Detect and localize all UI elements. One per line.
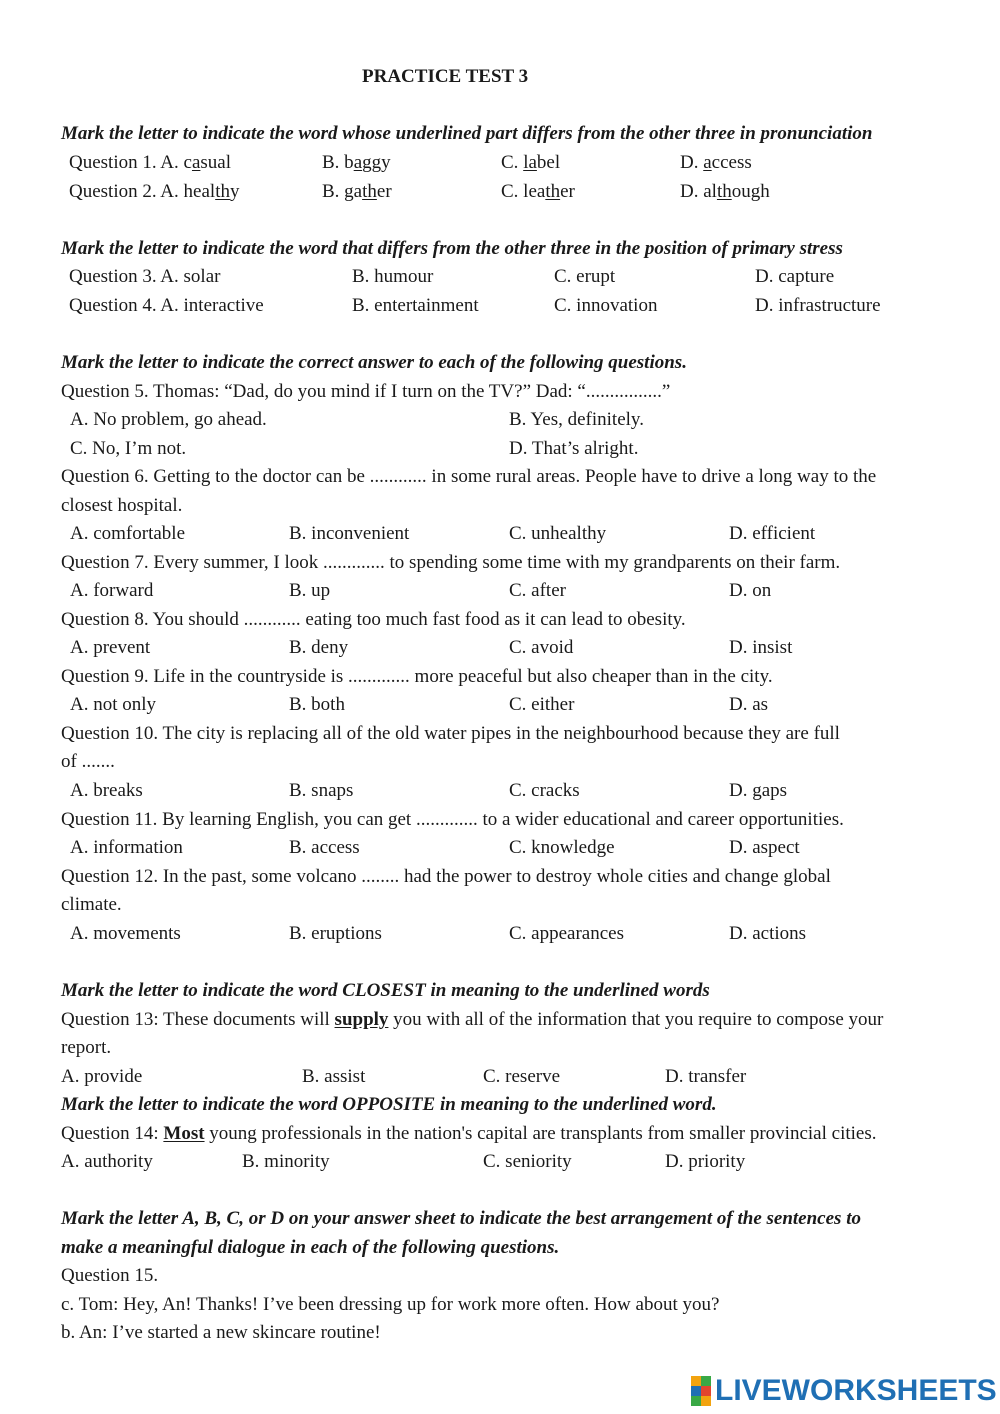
- q5-option-a: A. No problem, go ahead.: [70, 409, 267, 430]
- q3-option-a: Question 3. A. solar: [69, 266, 221, 287]
- section3-instruction: Mark the letter to indicate the correct answer to each of the following questions.: [61, 352, 687, 373]
- section2-instruction: Mark the letter to indicate the word that differs from the other three in the position of primary stress: [61, 238, 843, 259]
- q1-option-b: B. baggy: [322, 152, 391, 173]
- q8-option-a: A. prevent: [70, 637, 151, 658]
- q2-option-a: Question 2. A. healthy: [69, 181, 240, 202]
- liveworksheets-logo: [691, 1373, 997, 1409]
- q12-option-d: D. actions: [729, 923, 807, 944]
- q8-option-d: D. insist: [729, 637, 793, 658]
- q13-option-a: A. provide: [61, 1066, 143, 1087]
- q7-option-a: A. forward: [70, 580, 154, 601]
- q14-option-d: D. priority: [665, 1151, 746, 1172]
- q6-option-a: A. comfortable: [70, 523, 186, 544]
- section6-instruction-line1: Mark the letter A, B, C, or D on your answer sheet to indicate the best arrangement of the sentences to: [61, 1208, 861, 1229]
- q12-stem-line1: Question 12. In the past, some volcano ........ had the power to destroy whole cities and change global: [61, 866, 831, 887]
- q7-option-b: B. up: [289, 580, 331, 601]
- q13-stem-line1: Question 13: These documents will supply you with all of the information that you require to compose your: [61, 1009, 884, 1030]
- q12-option-c: C. appearances: [509, 923, 624, 944]
- q10-stem-line1: Question 10. The city is replacing all of the old water pipes in the neighbourhood because they are full: [61, 723, 840, 744]
- q4-option-b: B. entertainment: [352, 295, 479, 316]
- q10-stem-line2: of .......: [61, 751, 115, 772]
- q7-option-d: D. on: [729, 580, 772, 601]
- q7-stem: Question 7. Every summer, I look ............. to spending some time with my grandparents on their farm.: [61, 552, 841, 573]
- q10-option-c: C. cracks: [509, 780, 580, 801]
- q2-option-b: B. gather: [322, 181, 392, 202]
- q11-option-a: A. information: [70, 837, 183, 858]
- q9-option-c: C. either: [509, 694, 575, 715]
- q9-option-d: D. as: [729, 694, 769, 715]
- q11-option-c: C. knowledge: [509, 837, 615, 858]
- q14-stem: Question 14: Most young professionals in the nation's capital are transplants from smaller provincial cities.: [61, 1123, 877, 1144]
- section1-instruction: Mark the letter to indicate the word whose underlined part differs from the other three in pronunciation: [61, 123, 873, 144]
- q8-option-c: C. avoid: [509, 637, 574, 658]
- q6-option-d: D. efficient: [729, 523, 816, 544]
- q2-option-d: D. although: [680, 181, 770, 202]
- q10-option-a: A. breaks: [70, 780, 143, 801]
- q12-stem-line2: climate.: [61, 894, 122, 915]
- q4-option-a: Question 4. A. interactive: [69, 295, 264, 316]
- page-title: PRACTICE TEST 3: [362, 66, 529, 87]
- q4-option-d: D. infrastructure: [755, 295, 881, 316]
- q9-stem: Question 9. Life in the countryside is ............. more peaceful but also cheaper than in the city.: [61, 666, 773, 687]
- q15-line-c: c. Tom: Hey, An! Thanks! I’ve been dressing up for work more often. How about you?: [61, 1294, 720, 1315]
- q13-option-c: C. reserve: [483, 1066, 561, 1087]
- section4-instruction: Mark the letter to indicate the word CLOSEST in meaning to the underlined words: [61, 980, 710, 1001]
- q13-underlined-word: supply: [334, 1009, 389, 1030]
- q8-stem: Question 8. You should ............ eating too much fast food as it can lead to obesity.: [61, 609, 686, 630]
- q14-option-a: A. authority: [61, 1151, 153, 1172]
- q10-option-b: B. snaps: [289, 780, 354, 801]
- q2-option-c: C. leather: [501, 181, 575, 202]
- q13-option-b: B. assist: [302, 1066, 366, 1087]
- q5-option-b: B. Yes, definitely.: [509, 409, 644, 430]
- q1-option-c: C. label: [501, 152, 561, 173]
- q9-option-a: A. not only: [70, 694, 157, 715]
- q11-stem: Question 11. By learning English, you can get ............. to a wider educational and career opportunities.: [61, 809, 844, 830]
- q3-option-c: C. erupt: [554, 266, 616, 287]
- q1-option-a: Question 1. A. casual: [69, 152, 232, 173]
- section5-instruction: Mark the letter to indicate the word OPPOSITE in meaning to the underlined word.: [61, 1094, 717, 1115]
- section6-instruction-line2: make a meaningful dialogue in each of the following questions.: [61, 1237, 560, 1258]
- q6-option-c: C. unhealthy: [509, 523, 607, 544]
- liveworksheets-logo-icon: [691, 1376, 711, 1406]
- q14-option-b: B. minority: [242, 1151, 330, 1172]
- q5-option-c: C. No, I’m not.: [70, 438, 187, 459]
- q15-label: Question 15.: [61, 1265, 159, 1286]
- q6-option-b: B. inconvenient: [289, 523, 410, 544]
- q14-option-c: C. seniority: [483, 1151, 572, 1172]
- q5-option-d: D. That’s alright.: [509, 438, 639, 459]
- q13-stem-line2: report.: [61, 1037, 112, 1058]
- q7-option-c: C. after: [509, 580, 566, 601]
- q6-stem-line2: closest hospital.: [61, 495, 183, 516]
- q11-option-d: D. aspect: [729, 837, 800, 858]
- q6-stem-line1: Question 6. Getting to the doctor can be ............ in some rural areas. People have to drive a long way to the: [61, 466, 877, 487]
- q9-option-b: B. both: [289, 694, 345, 715]
- q11-option-b: B. access: [289, 837, 360, 858]
- q12-option-a: A. movements: [70, 923, 181, 944]
- q10-option-d: D. gaps: [729, 780, 788, 801]
- q3-option-d: D. capture: [755, 266, 835, 287]
- liveworksheets-logo-text: LIVEWORKSHEETS: [715, 1374, 997, 1407]
- q5-stem: Question 5. Thomas: “Dad, do you mind if I turn on the TV?” Dad: “................”: [61, 381, 671, 402]
- q3-option-b: B. humour: [352, 266, 434, 287]
- q13-option-d: D. transfer: [665, 1066, 747, 1087]
- q12-option-b: B. eruptions: [289, 923, 382, 944]
- q4-option-c: C. innovation: [554, 295, 658, 316]
- q1-option-d: D. access: [680, 152, 752, 173]
- q14-underlined-word: Most: [163, 1123, 205, 1144]
- q15-line-b: b. An: I’ve started a new skincare routine!: [61, 1322, 381, 1343]
- q8-option-b: B. deny: [289, 637, 349, 658]
